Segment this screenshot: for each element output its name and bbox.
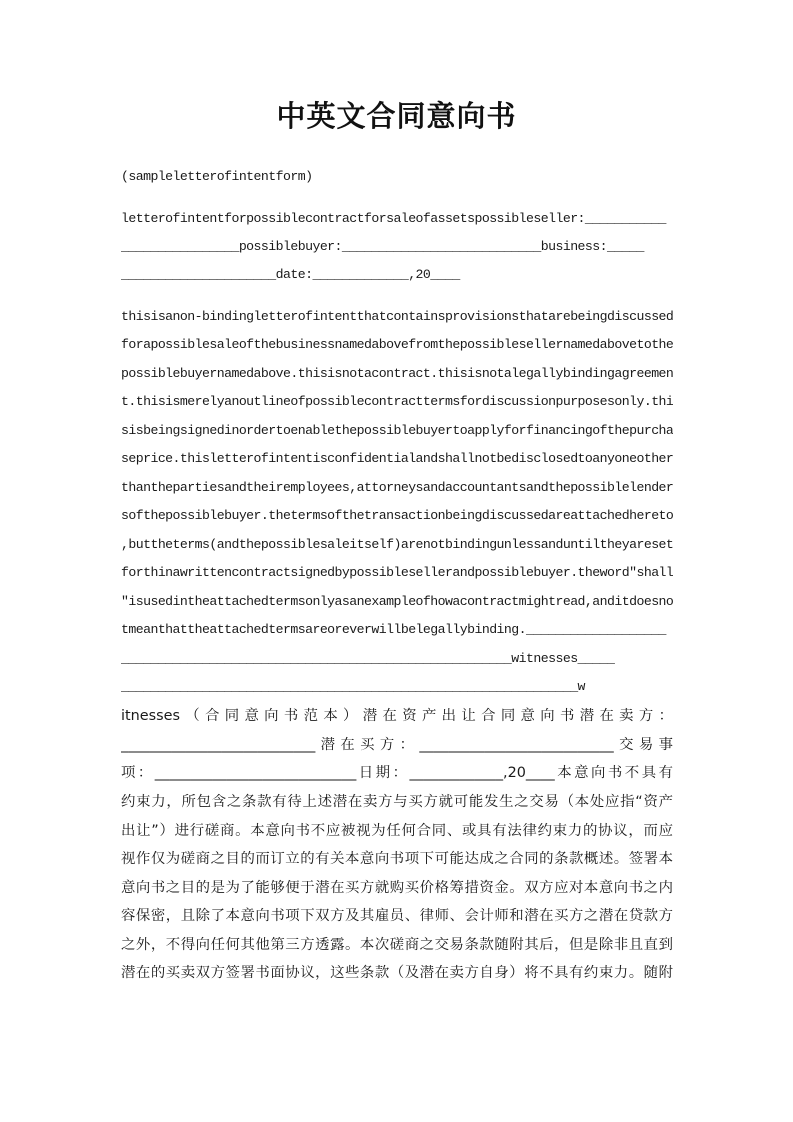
body-line: sisbeingsignedinordertoenablethepossiblebuyertoapplyforfinancingofthepurcha	[121, 423, 673, 438]
chinese-line: 约束力，所包含之条款有待上述潜在卖方与买方就可能发生之交易（本处应指“资产	[121, 794, 673, 810]
chinese-line: 项：____________________________日期：_____________,20____本意向书不具有	[121, 765, 673, 781]
chinese-line: itnesses（合同意向书范本）潜在资产出让合同意向书潜在卖方：	[121, 708, 673, 724]
signature-line-witnesses: ______________________________________________________________w	[121, 679, 585, 694]
header-line: _____________________date:_____________,20____	[121, 267, 460, 282]
subtitle: (sampleletterofintentform)	[121, 169, 313, 184]
chinese-line: 意向书之目的是为了能够便于潜在买方就购买价格筹措资金。双方应对本意向书之内	[121, 880, 673, 896]
body-line: ,buttheterms(andthepossiblesaleitself)arenotbindingunlessanduntiltheyareset	[121, 537, 673, 552]
header-line: letterofintentforpossiblecontractforsaleofassetspossibleseller:___________	[121, 211, 666, 226]
body-line: "isusedintheattachedtermsonlyasanexampleofhowacontractmightread,anditdoesno	[121, 594, 673, 609]
chinese-line: 之外，不得向任何其他第三方透露。本次磋商之交易条款随附其后，但是除非且直到	[121, 937, 673, 953]
chinese-line: 潜在的买卖双方签署书面协议，这些条款（及潜在卖方自身）将不具有约束力。随附	[121, 965, 673, 981]
body-line: thisisanon-bindingletterofintentthatcontainsprovisionsthatarebeingdiscussed	[121, 309, 673, 324]
header-line: ________________possiblebuyer:___________________________business:_____	[121, 239, 644, 254]
chinese-line: ___________________________潜在买方：___________________________交易事	[121, 737, 673, 753]
body-line: softhepossiblebuyer.thetermsofthetransactionbeingdiscussedareattachedhereto	[121, 508, 673, 523]
body-line: thanthepartiesandtheiremployees,attorneysandaccountantsandthepossiblelender	[121, 480, 673, 495]
chinese-line: 出让”）进行磋商。本意向书不应被视为任何合同、或具有法律约束力的协议，而应	[121, 823, 673, 839]
chinese-line: 视作仅为磋商之目的而订立的有关本意向书项下可能达成之合同的条款概述。签署本	[121, 851, 673, 867]
body-line: possiblebuyernamedabove.thisisnotacontract.thisisnotalegallybindingagreemen	[121, 366, 673, 381]
body-line: seprice.thisletterofintentisconfidentialandshallnotbedisclosedtoanyoneother	[121, 451, 673, 466]
body-line: t.thisismerelyanoutlineofpossiblecontracttermsfordiscussionpurposesonly.thi	[121, 394, 673, 409]
document-title: 中英文合同意向书	[276, 99, 517, 133]
chinese-line: 容保密，且除了本意向书项下双方及其雇员、律师、会计师和潜在买方之潜在贷款方	[121, 908, 673, 924]
body-line: forthinawrittencontractsignedbypossiblesellerandpossiblebuyer.theword"shall	[121, 565, 673, 580]
body-line: forapossiblesaleofthebusinessnamedabovefromthepossiblesellernamedabovetothe	[121, 337, 673, 352]
signature-line-witnesses: _____________________________________________________witnesses_____	[121, 651, 615, 666]
body-line: tmeanthattheattachedtermsareoreverwillbelegallybinding.___________________	[121, 622, 666, 637]
